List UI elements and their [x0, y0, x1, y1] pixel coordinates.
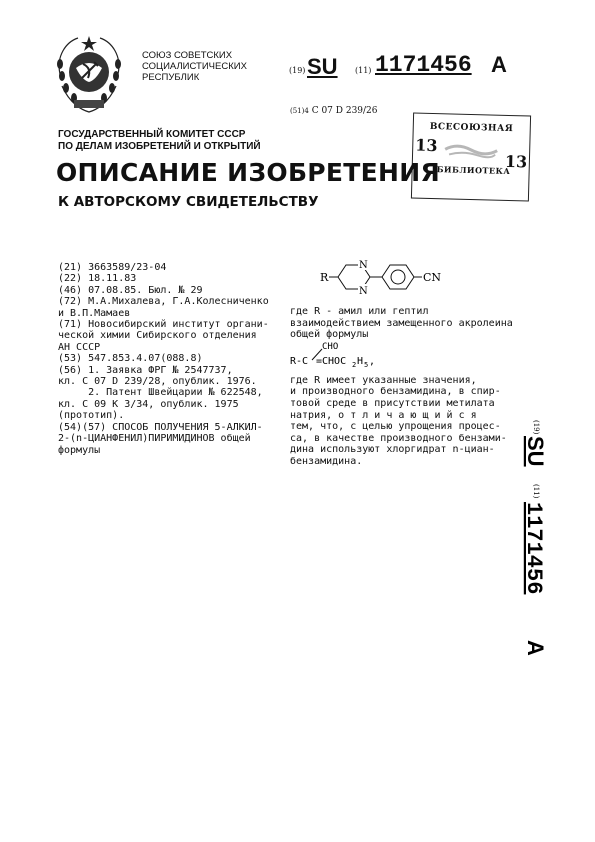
- side-code-19: (19): [532, 420, 540, 435]
- stamp-number-left: 13: [415, 135, 438, 156]
- ussr-emblem-icon: [52, 34, 126, 116]
- claim-line: натрия, о т л и ч а ю щ и й с я: [290, 409, 477, 421]
- claim-line: общей формулы: [290, 329, 369, 341]
- side-code-11: (11): [532, 484, 540, 499]
- kind-code: A: [491, 52, 507, 77]
- side-kind: A: [523, 640, 548, 656]
- biblio-line: (22) 18.11.83: [58, 273, 137, 285]
- document-subtitle: К АВТОРСКОМУ СВИДЕТЕЛЬСТВУ: [58, 194, 319, 210]
- union-line: СОЦИАЛИСТИЧЕСКИХ: [142, 61, 247, 72]
- committee-line: ПО ДЕЛАМ ИЗОБРЕТЕНИЙ И ОТКРЫТИЙ: [58, 141, 261, 152]
- biblio-line: (53) 547.853.4.07(088.8): [58, 353, 203, 365]
- structural-formula-acrolein: [290, 340, 410, 372]
- stamp-number-right: 13: [504, 151, 528, 172]
- formula-n-top: N: [359, 260, 368, 271]
- patent-number: 1171456: [375, 52, 472, 78]
- claim-line: бензамидина.: [290, 455, 363, 467]
- formula-comma: ,: [369, 356, 376, 367]
- biblio-line: АН СССР: [58, 341, 101, 353]
- biblio-line: (72) М.А.Михалева, Г.А.Колесниченко: [58, 296, 269, 308]
- formula-h: H: [357, 356, 364, 367]
- biblio-line: (56) 1. Заявка ФРГ № 2547737,: [58, 364, 233, 376]
- formula-cho: CHO: [322, 342, 339, 352]
- library-stamp: [411, 112, 531, 201]
- claim-line: и производного бензамидина, в спир-: [290, 386, 501, 398]
- biblio-line: (54)(57) СПОСОБ ПОЛУЧЕНИЯ 5-АЛКИЛ-: [58, 421, 263, 433]
- biblio-line: 2-(n-ЦИАНФЕНИЛ)ПИРИМИДИНОВ общей: [58, 433, 251, 445]
- inid-code-11: (11): [355, 66, 372, 75]
- formula-choc: =CHOC: [316, 356, 347, 367]
- biblio-line: (71) Новосибирский институт органи-: [58, 319, 269, 331]
- structural-formula-pyrimidine: [318, 256, 458, 298]
- union-line: СОЮЗ СОВЕТСКИХ: [142, 50, 233, 61]
- publication-number: [289, 54, 515, 82]
- committee-line: ГОСУДАРСТВЕННЫЙ КОМИТЕТ СССР: [58, 129, 246, 140]
- formula-sub2: 2: [352, 361, 357, 369]
- stamp-smudge-icon: [443, 140, 499, 159]
- inid-code-19: (19): [289, 66, 306, 75]
- inid-code-51: (51)4: [290, 107, 309, 115]
- claim-line: взаимодействием замещенного акролеина: [290, 317, 513, 329]
- claim-text: [290, 306, 526, 468]
- committee-name: [58, 129, 261, 153]
- claim-line: товой среде в присутствии метилата: [290, 397, 495, 409]
- country-code: SU: [307, 54, 338, 79]
- biblio-line: кл. С 07 D 239/28, опублик. 1976.: [58, 376, 257, 388]
- biblio-line: (прототип).: [58, 410, 125, 422]
- biblio-line: (21) 3663589/23-04: [58, 262, 167, 273]
- formula-r: R: [320, 271, 329, 284]
- stamp-line: ВСЕСОЮЗНАЯ: [429, 121, 514, 135]
- formula-n-bottom: N: [359, 286, 368, 297]
- side-patent-number: [508, 418, 548, 668]
- biblio-line: кл. С 09 К 3/34, опублик. 1975: [58, 398, 239, 410]
- side-number: 1171456: [521, 502, 546, 595]
- claim-line: где R - амил или гептил: [290, 306, 429, 317]
- ipc-classification: [290, 106, 378, 116]
- claim-line: тем, что, с целью упрощения процес-: [290, 421, 501, 433]
- formula-cn: CN: [423, 271, 442, 284]
- biblio-line: формулы: [58, 444, 101, 456]
- biblio-line: и В.П.Мамаев: [58, 307, 131, 319]
- ipc-value: C 07 D 239/26: [311, 106, 378, 116]
- union-name: [142, 50, 247, 83]
- biblio-line: 2. Патент Швейцарии № 622548,: [58, 387, 263, 399]
- bibliographic-data: [58, 262, 298, 456]
- claim-line: са, в качестве производного бензами-: [290, 432, 507, 444]
- formula-rc: R-C: [290, 356, 309, 367]
- stamp-line: БИБЛИОТЕКА: [436, 164, 511, 177]
- biblio-line: ческой химии Сибирского отделения: [58, 330, 257, 342]
- document-title: ОПИСАНИЕ ИЗОБРЕТЕНИЯ: [56, 158, 441, 187]
- claim-line: где R имеет указанные значения,: [290, 374, 477, 386]
- biblio-line: (46) 07.08.85. Бюл. № 29: [58, 284, 203, 296]
- formula-sub5: 5: [364, 361, 369, 369]
- side-country: SU: [523, 436, 548, 467]
- union-line: РЕСПУБЛИК: [142, 72, 200, 83]
- claim-line: дина используют хлоргидрат n-циан-: [290, 444, 495, 456]
